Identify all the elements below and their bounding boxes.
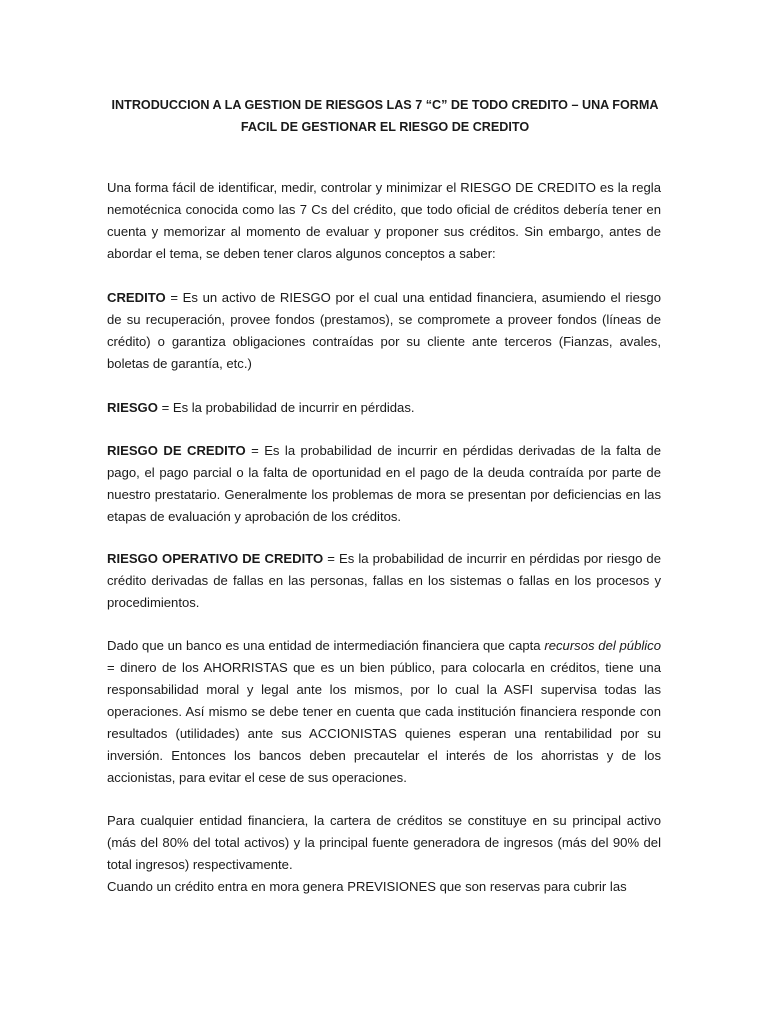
definition-credito [107, 287, 661, 375]
banco-paragraph [107, 635, 661, 789]
definition-term: CREDITO [107, 290, 166, 305]
definition-text: = Es un activo de RIESGO por el cual una entidad financiera, asumiendo el riesgo de su recuperación, provee fondos (prestamos), se compromete a proveer fondos (líneas de crédito) o garantiza obligaciones contraídas por su cliente ante terceros (Fianzas, avales, boletas de garantía, etc.) [107, 290, 661, 371]
cartera-paragraph: Para cualquier entidad financiera, la cartera de créditos se constituye en su principal activo (más del 80% del total activos) y la principal fuente generadora de ingresos (más del 90% del total ingresos) respectivamente. [107, 813, 661, 872]
definition-term: RIESGO DE CREDITO [107, 443, 246, 458]
definition-text: = Es la probabilidad de incurrir en pérdidas. [157, 400, 415, 415]
definition-riesgo [107, 397, 661, 419]
intro-paragraph: Una forma fácil de identificar, medir, controlar y minimizar el RIESGO DE CREDITO es la regla nemotécnica conocida como las 7 Cs del crédito, que todo oficial de créditos debería tener en cuenta y memorizar al momento de evaluar y proponer sus créditos. Sin embargo, antes de abordar el tema, se deben tener claros algunos conceptos a saber: [107, 180, 661, 261]
definition-term: RIESGO OPERATIVO DE CREDITO [107, 551, 324, 566]
mora-paragraph: Cuando un crédito entra en mora genera PREVISIONES que son reservas para cubrir las [107, 879, 627, 894]
definition-riesgo-de-credito [107, 440, 661, 528]
definition-term: RIESGO [107, 400, 158, 415]
definition-text: = Es la probabilidad de incurrir en pérdidas derivadas de la falta de pago, el pago parcial o la falta de oportunidad en el pago de la deuda contraída por parte de nuestro prestatario. Generalmente los problemas de mora se presentan por deficiencias en las etapas de evaluación y aprobación de los créditos. [107, 443, 661, 524]
banco-text-after: = dinero de los AHORRISTAS que es un bien público, para colocarla en créditos, tiene una responsabilidad moral y legal ante los mismos, por lo cual la ASFI supervisa todas las operaciones. Así mismo se debe tener en cuenta que cada institución financiera responde con resultados (utilidades) ante sus ACCIONISTAS quienes esperan una rentabilidad por su inversión. Entonces los bancos deben precautelar el interés de los ahorristas y de los accionistas, para evitar el cese de sus operaciones. [107, 660, 661, 785]
banco-text-before: Dado que un banco es una entidad de intermediación financiera que capta [107, 638, 545, 653]
definition-riesgo-operativo [107, 548, 661, 614]
banco-italic-text: recursos del público [544, 638, 662, 653]
definition-text: = Es la probabilidad de incurrir en pérdidas por riesgo de crédito derivadas de fallas en las personas, fallas en los sistemas o fallas en los procesos y procedimientos. [107, 551, 661, 610]
page-title: INTRODUCCION A LA GESTION DE RIESGOS LAS 7 “C” DE TODO CREDITO – UNA FORMA FACIL DE GESTIONAR EL RIESGO DE CREDITO [111, 98, 659, 134]
